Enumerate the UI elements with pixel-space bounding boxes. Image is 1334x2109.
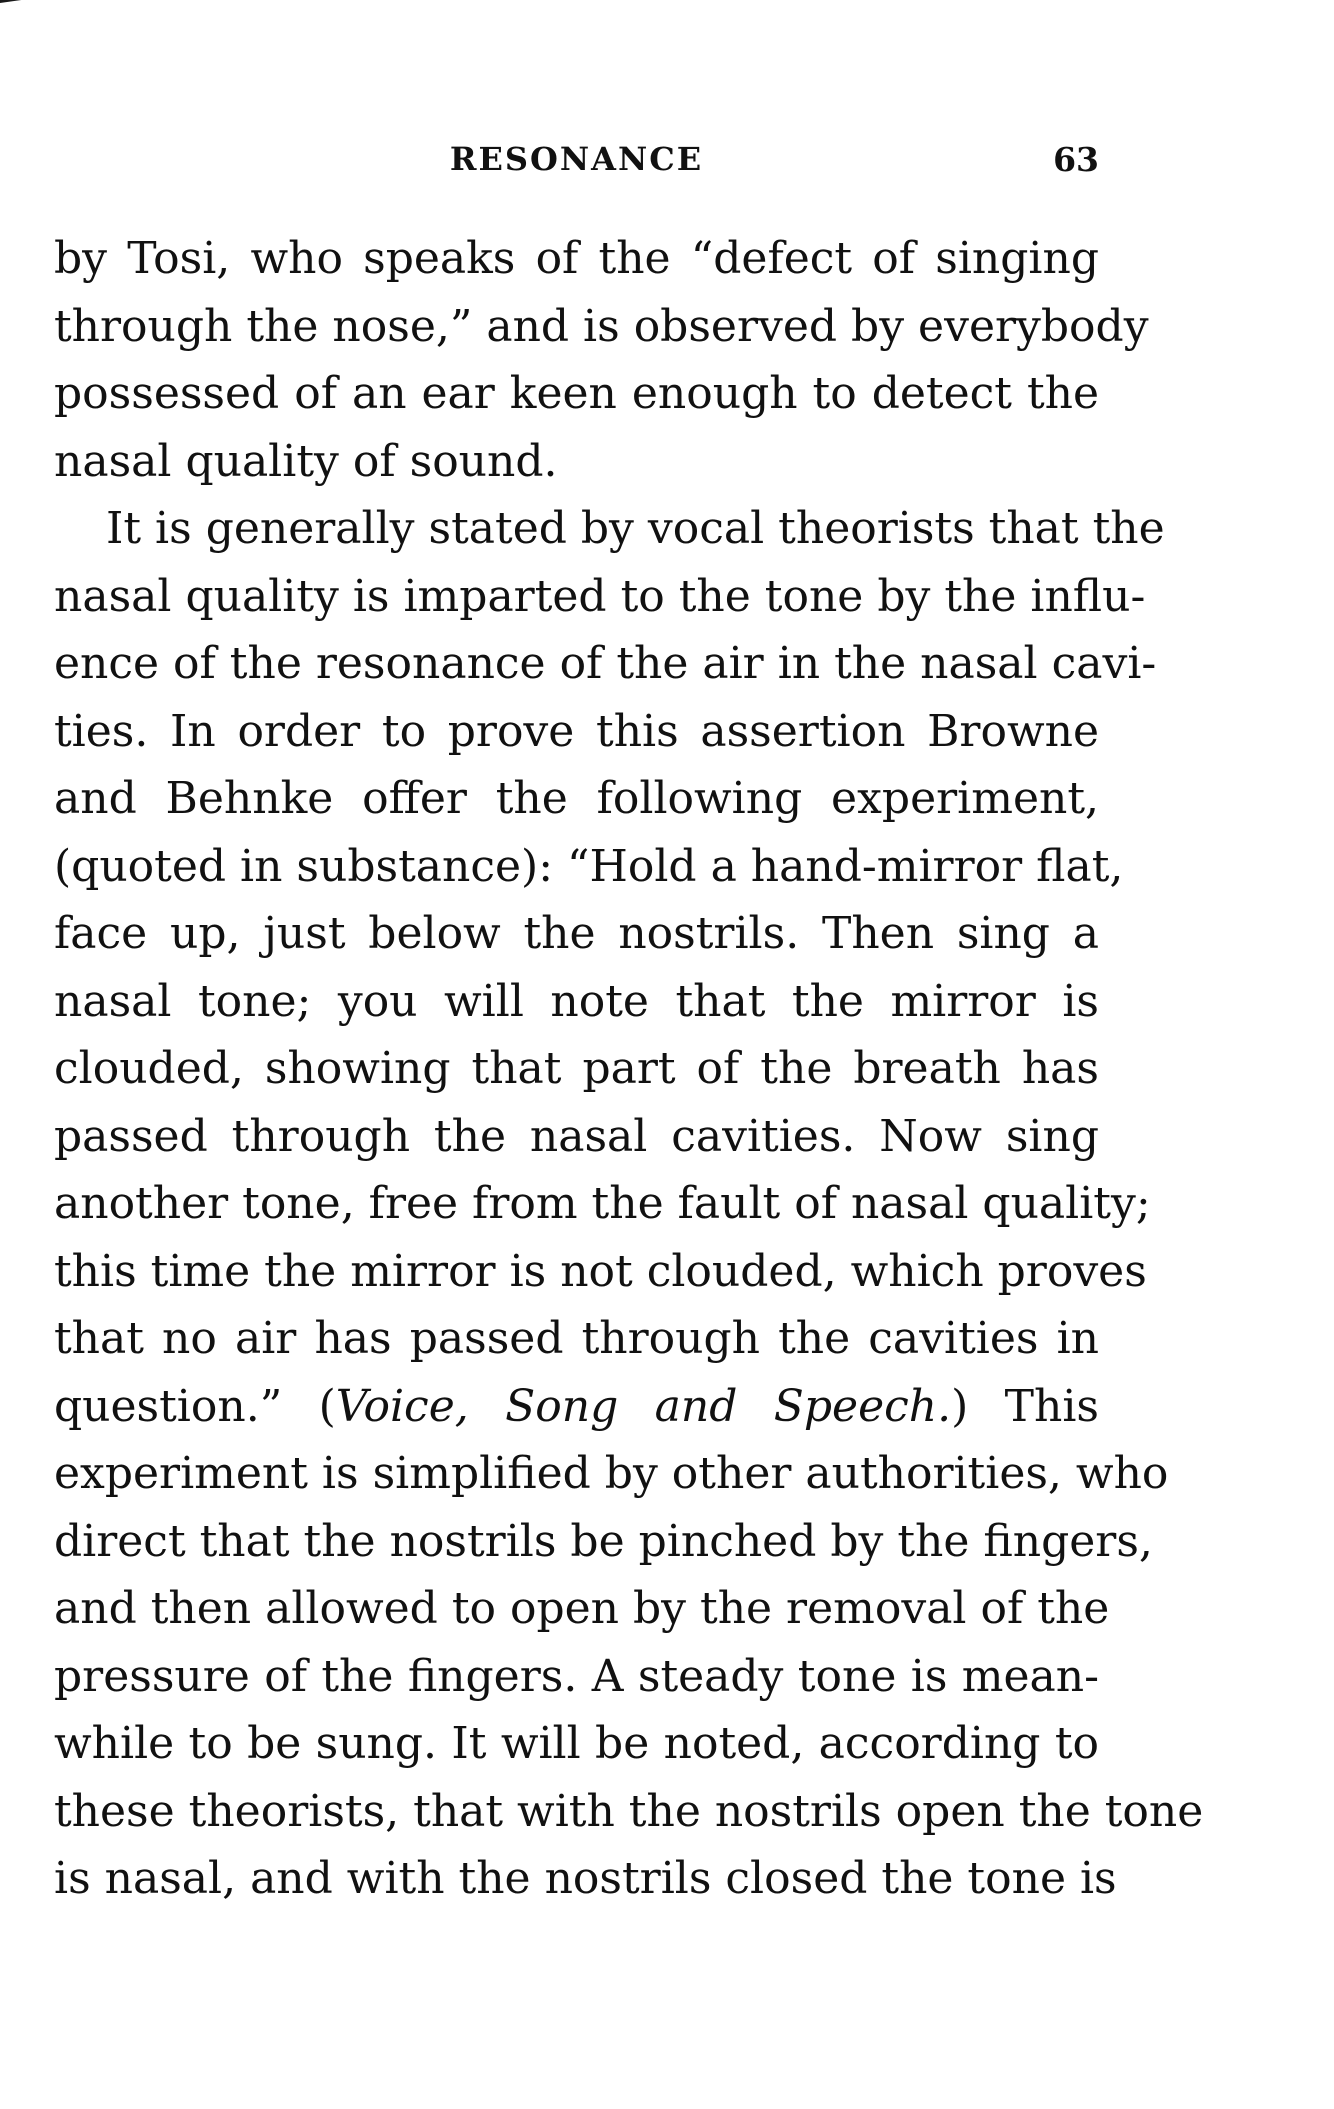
text-line: ties. In order to prove this assertion Browne: [54, 705, 1099, 757]
text-line: ence of the resonance of the air in the nasal cavi-: [54, 638, 1157, 689]
text-line: that no air has passed through the cavities in: [54, 1313, 1099, 1364]
paragraph-2: [54, 495, 1204, 1913]
text-line: nasal quality is imparted to the tone by the influ-: [54, 570, 1146, 622]
text-line: while to be sung. It will be noted, according to: [54, 1718, 1099, 1769]
text-line: by Tosi, who speaks of the “defect of singing: [54, 233, 1099, 284]
text-line: this time the mirror is not clouded, which proves: [54, 1245, 1147, 1297]
text-line-with-citation: [54, 1373, 1099, 1441]
book-title-citation: Voice, Song and Speech.: [335, 1380, 952, 1432]
text-line: possessed of an ear keen enough to detect the: [54, 368, 1099, 419]
text-line: these theorists, that with the nostrils open the tone: [54, 1785, 1204, 1837]
text-line: another tone, free from the fault of nasal quality;: [54, 1178, 1151, 1229]
running-head: [54, 140, 1099, 180]
page-number: 63: [1053, 140, 1099, 179]
citation-open: question.” (: [54, 1380, 336, 1432]
citation-close: ) This: [951, 1380, 1099, 1432]
body-text: [54, 225, 1204, 1913]
text-line: nasal tone; you will note that the mirror is: [54, 975, 1099, 1027]
text-line: through the nose,” and is observed by everybody: [54, 300, 1149, 352]
text-line: and then allowed to open by the removal of the: [54, 1583, 1110, 1634]
text-line: nasal quality of sound.: [54, 435, 558, 487]
text-line: pressure of the fingers. A steady tone is mean-: [54, 1650, 1099, 1702]
running-title: RESONANCE: [449, 140, 704, 178]
text-line: direct that the nostrils be pinched by the fingers,: [54, 1515, 1153, 1567]
paragraph-1: [54, 225, 1149, 495]
text-line: passed through the nasal cavities. Now sing: [54, 1110, 1099, 1162]
text-line: and Behnke offer the following experiment,: [54, 773, 1099, 824]
text-line: It is generally stated by vocal theorists that the: [106, 503, 1165, 554]
text-line: experiment is simplified by other authorities, who: [54, 1448, 1169, 1499]
text-line: face up, just below the nostrils. Then sing a: [54, 908, 1099, 959]
scan-corner-mark: [0, 0, 60, 27]
text-line: (quoted in substance): “Hold a hand-mirror flat,: [54, 840, 1124, 892]
text-line: is nasal, and with the nostrils closed the tone is: [54, 1853, 1117, 1904]
text-line: clouded, showing that part of the breath has: [54, 1043, 1099, 1094]
